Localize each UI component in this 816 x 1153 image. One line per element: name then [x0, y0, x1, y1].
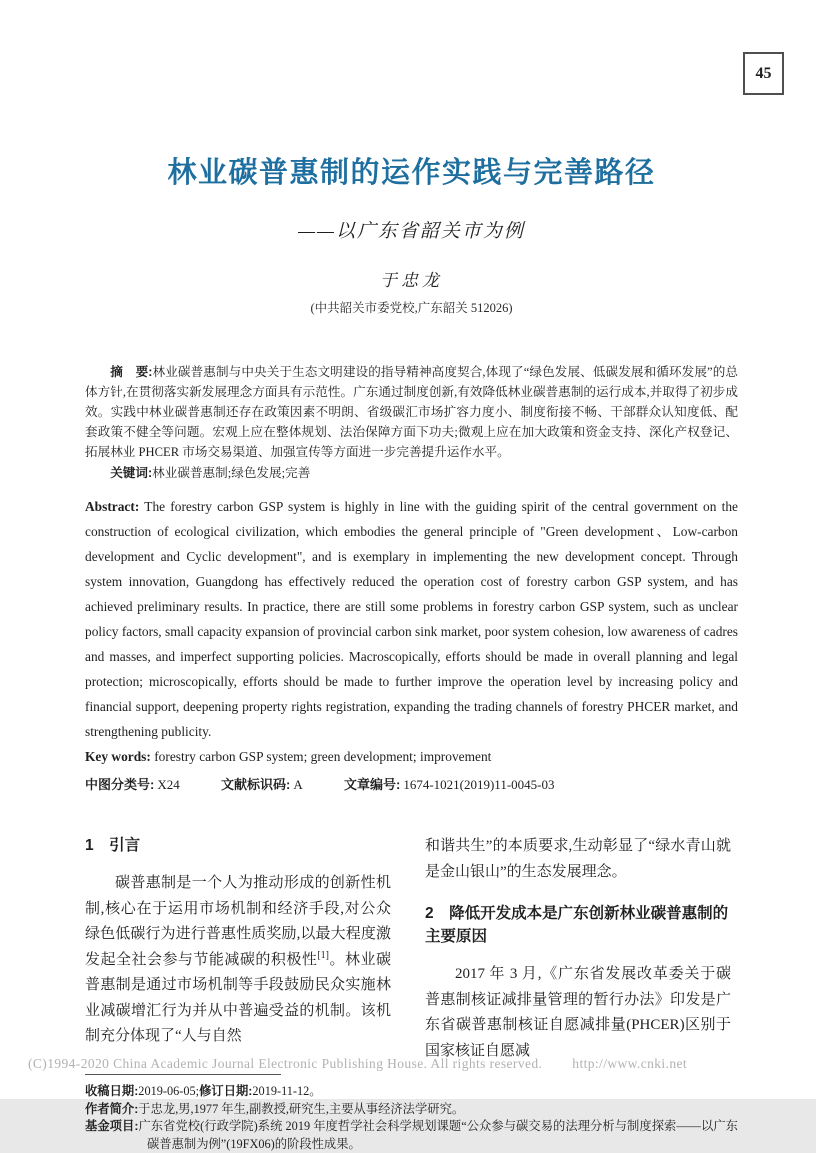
abstract-block [85, 362, 738, 796]
keywords-cn-label: 关键词: [110, 466, 153, 480]
abstract-en [85, 494, 738, 744]
classification-line [85, 774, 738, 796]
footnotes [85, 1074, 738, 1153]
section-1-paragraph [85, 871, 391, 1050]
clc-group [85, 777, 180, 792]
bio-label: 作者简介: [85, 1101, 139, 1116]
abstract-en-label: Abstract: [85, 499, 140, 514]
doc-code-group [221, 777, 303, 792]
right-column [425, 834, 731, 1064]
article-id-label: 文章编号: [343, 777, 401, 792]
footnote-fund [85, 1118, 738, 1153]
received-label: 收稿日期: [85, 1084, 139, 1098]
abstract-cn [85, 362, 738, 462]
abstract-cn-text: 林业碳普惠制与中央关于生态文明建设的指导精神高度契合,体现了“绿色发展、低碳发展和循环发展”的总体方针,在贯彻落实新发展理念方面具有示范性。广东通过制度创新,有效降低林业碳普惠制的运行成本,并取得了初步成效。实践中林业碳普惠制还存在政策因素不明朗、省级碳汇市场扩容力度小、制度衔接不畅、干部群众认知度低、配套政策不健全等问题。宏观上应在整体规划、法治保障方面下功夫;微观上应在加大政策和资金支持、深化产权登记、拓展林业 PHCER 市场交易渠道、加强宣传等方面进一步完善提升运作水平。 [85, 365, 738, 459]
article-id-value: 1674-1021(2019)11-0045-03 [403, 777, 555, 792]
keywords-en-text: forestry carbon GSP system; green development; improvement [154, 749, 492, 764]
received-value: 2019-06-05; [138, 1084, 200, 1098]
article-header [85, 150, 738, 316]
clc-value: X24 [157, 777, 180, 792]
article-id-group [344, 777, 555, 792]
keywords-en [85, 745, 738, 769]
section-1-continuation: 和谐共生”的本质要求,生动彰显了“绿水青山就是金山银山”的生态发展理念。 [425, 838, 731, 880]
footnote-separator [85, 1074, 281, 1075]
revised-value: 2019-11-12。 [252, 1084, 322, 1098]
page-number-badge [743, 52, 784, 95]
citation-ref-1: [1] [317, 949, 330, 961]
author-affiliation: (中共韶关市委党校,广东韶关 512026) [310, 301, 513, 315]
bio-value: 于忠龙,男,1977 年生,副教授,研究生,主要从事经济法学研究。 [138, 1101, 465, 1116]
paper-subtitle: ——以广东省韶关市为例 [298, 221, 525, 242]
section-2-paragraph: 2017 年 3 月,《广东省发展改革委关于碳普惠制核证减排量管理的暂行办法》印发是广东省碳普惠制核证自愿减排量(PHCER)区别于国家核证自愿减 [425, 966, 731, 1059]
keywords-cn [85, 463, 738, 483]
fund-label: 基金项目: [85, 1119, 139, 1133]
author-name: 于忠龙 [380, 271, 443, 290]
doc-code-value: A [293, 777, 303, 792]
keywords-cn-text: 林业碳普惠制;绿色发展;完善 [152, 466, 311, 480]
footnote-bio [85, 1101, 738, 1119]
body-columns [85, 834, 738, 1064]
cnki-url: http://www.cnki.net [572, 1056, 688, 1071]
left-column [85, 834, 391, 1064]
copyright-text: (C)1994-2020 China Academic Journal Electronic Publishing House. All rights reserved. [28, 1056, 543, 1071]
abstract-en-text: The forestry carbon GSP system is highly in line with the guiding spirit of the central government on the construction of ecological civilization, which embodies the general principle of "Green development、Low-carbon development and Cyclic development", and is exemplary in implementing the new development concept. Through system innovation, Guangdong has effectively reduced the operation cost of forestry carbon GSP system, and has achieved preliminary results. In practice, there are still some problems in forestry carbon GSP system, such as unclear policy factors, small capacity expansion of provincial carbon sink market, poor system cohesion, low awareness of cadres and masses, and imperfect supporting policies. Macroscopically, efforts should be made in overall planning and legal protection; microscopically, efforts should be made to further improve the operation level by increasing policy and financial support, deepening property rights registration, expanding the trading channels of forestry PHCER market, and strengthening publicity. [85, 499, 738, 739]
section-2-heading: 2 降低开发成本是广东创新林业碳普惠制的主要原因 [425, 905, 729, 945]
section-1-text-cont: 。林业碳普惠制是通过市场机制等手段鼓励民众实施林业减碳增汇行为并从中普遍受益的机制。该机制充分体现了“人与自然 [85, 951, 391, 1044]
revised-label: 修订日期: [199, 1084, 253, 1098]
copyright-line [28, 1056, 687, 1072]
clc-label: 中图分类号: [85, 777, 155, 792]
section-1-heading: 1 引言 [85, 837, 141, 854]
footnote-dates [85, 1083, 738, 1101]
doc-code-label: 文献标识码: [220, 777, 291, 792]
section-1-text: 碳普惠制是一个人为推动形成的创新性机制,核心在于运用市场机制和经济手段,对公众绿色低碳行为进行普惠性质奖励,以最大程度激发起全社会参与节能减碳的积极性 [85, 875, 391, 968]
abstract-cn-label: 摘 要: [110, 365, 153, 379]
page-number: 45 [755, 64, 772, 82]
paper-title: 林业碳普惠制的运作实践与完善路径 [167, 157, 656, 189]
keywords-en-label: Key words: [85, 749, 151, 764]
fund-value: 广东省党校(行政学院)系统 2019 年度哲学社会科学规划课题“公众参与碳交易的法理分析与制度探索——以广东碳普惠制为例”(19FX06)的阶段性成果。 [138, 1119, 738, 1151]
